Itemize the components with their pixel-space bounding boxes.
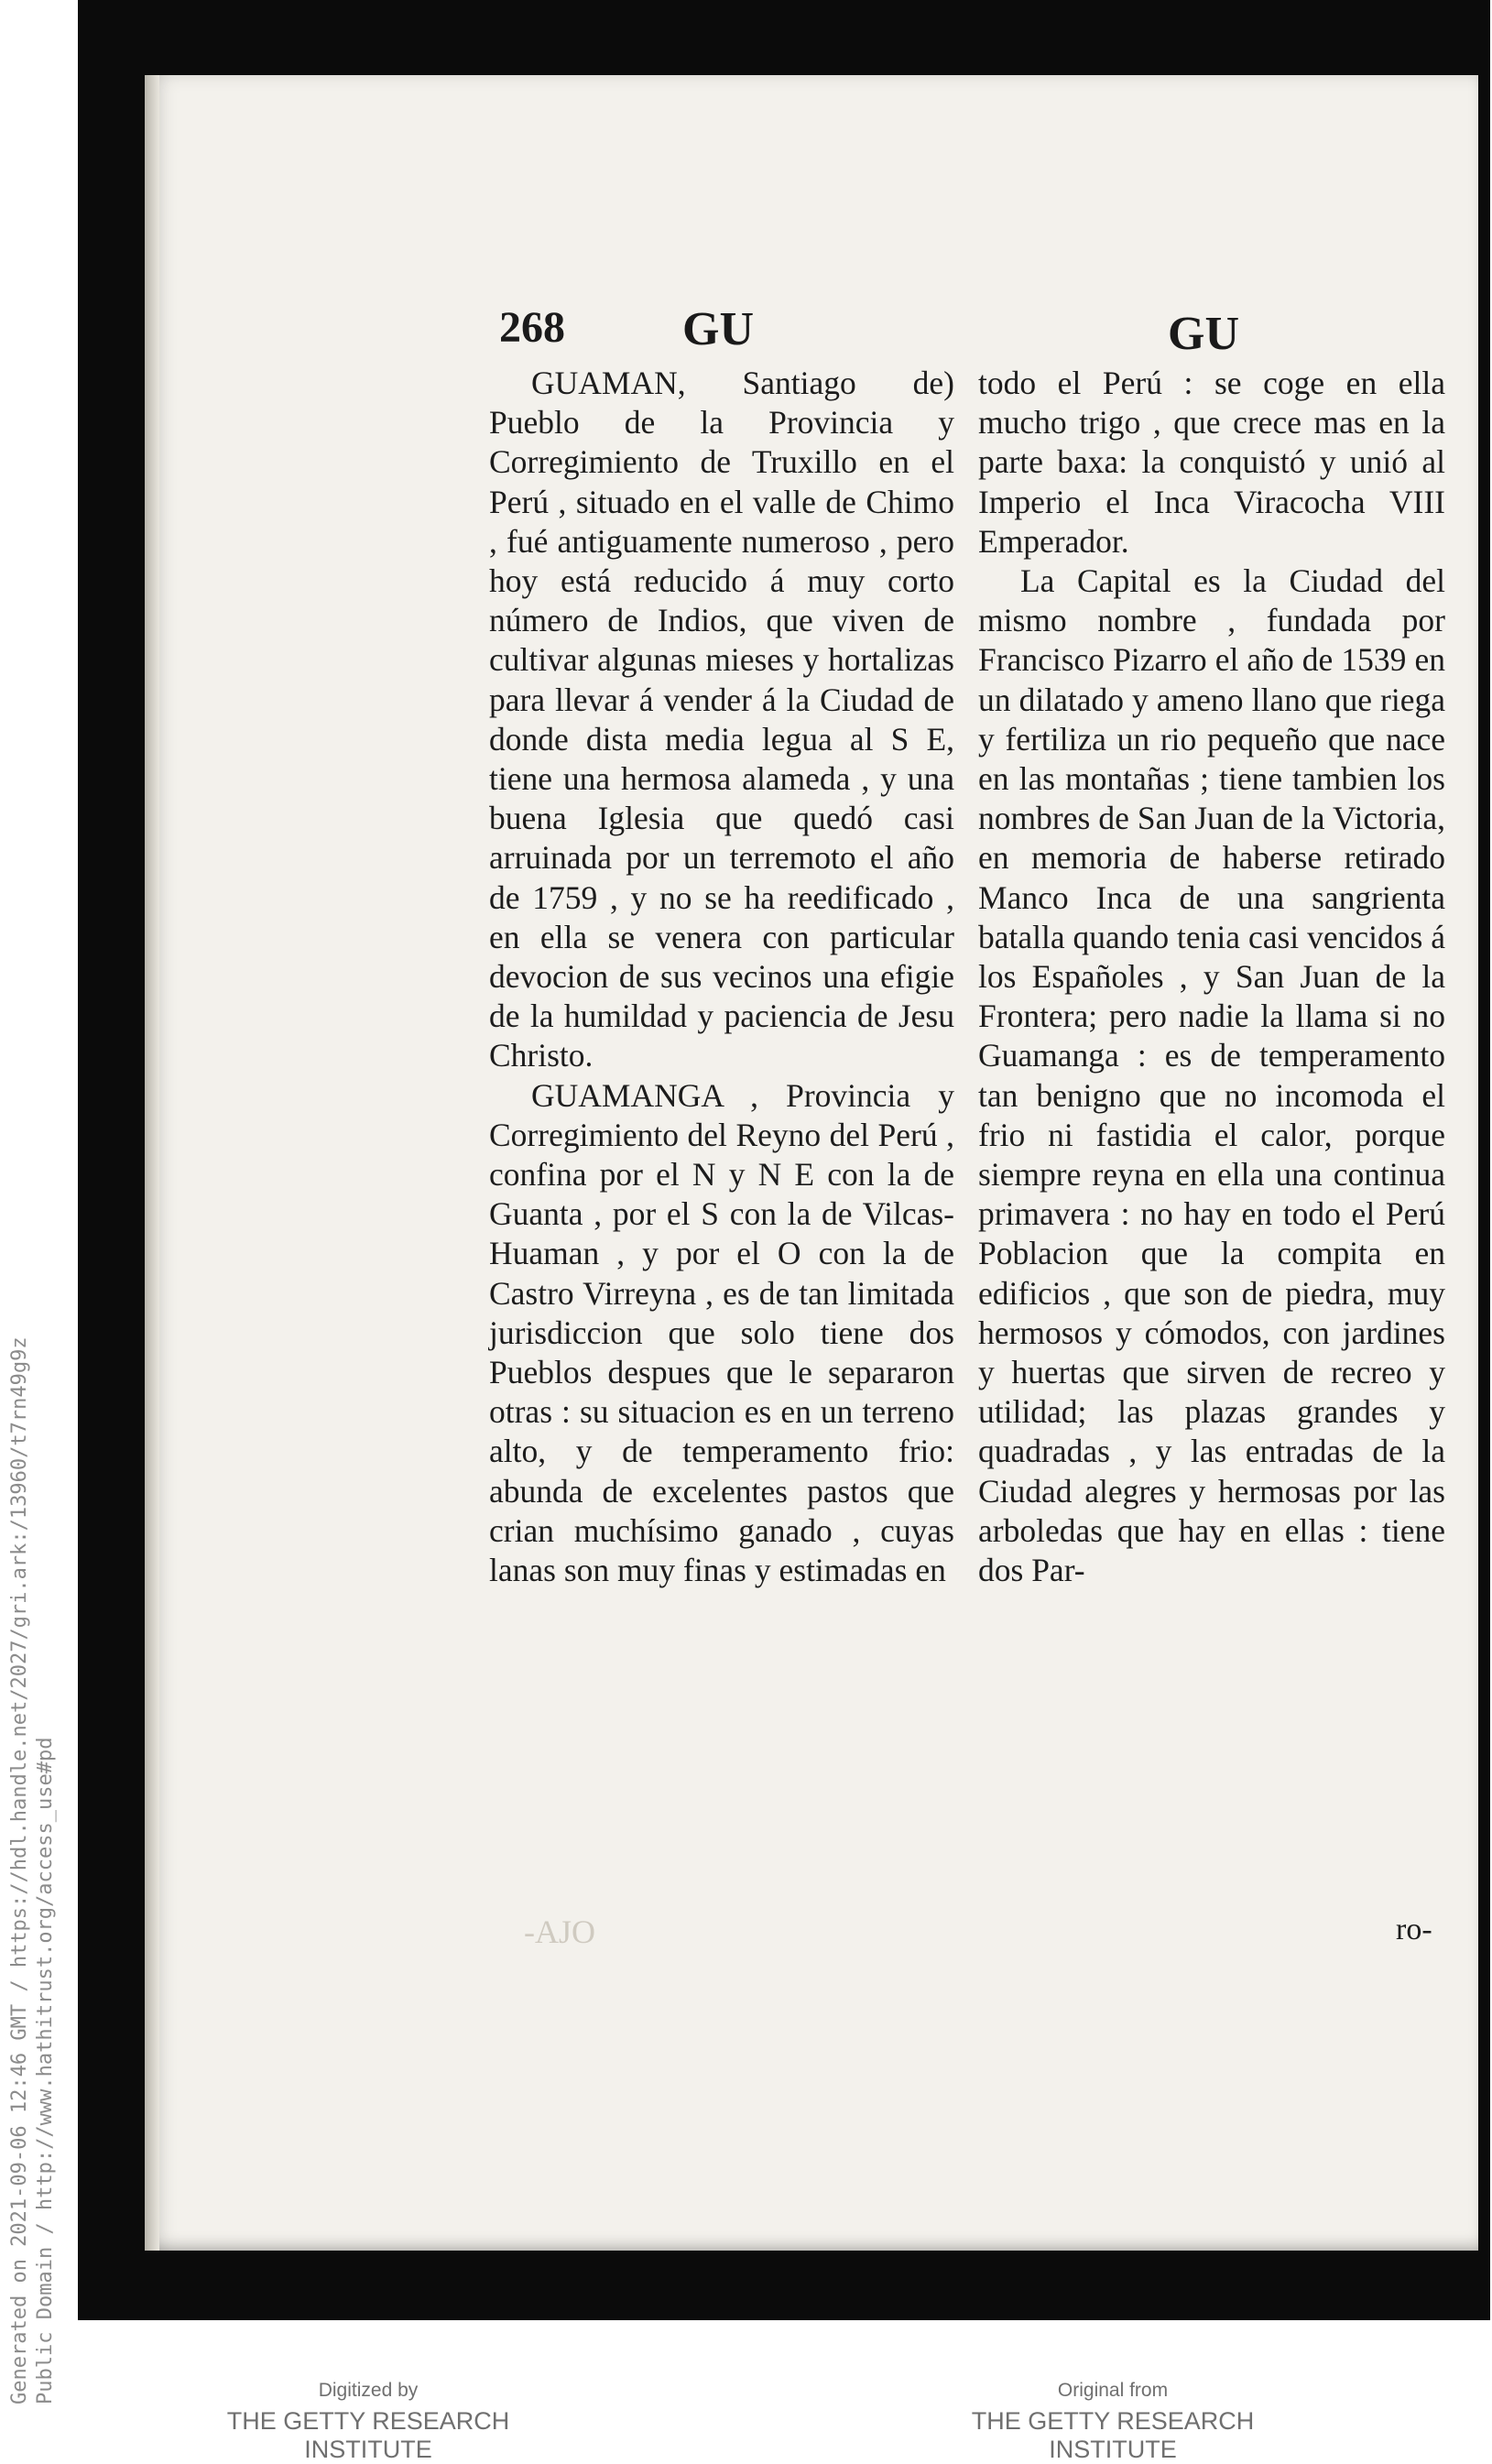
original-from-institution: THE GETTY RESEARCH INSTITUTE: [971, 2407, 1255, 2463]
generation-stamp-line-1: Generated on 2021-09-06 12:46 GMT / https://hdl.handle.net/2027/gri.ark:/13960/t7rn49g9z: [8, 1336, 31, 2404]
page-number: 268: [499, 303, 565, 352]
capital-paragraph: La Capital es la Ciudad del mismo nombre , fundada por Francisco Pizarro el año de 1539 en un dilatado y ameno llano que riega y fertiliza un rio pequeño que nace en las montañas ; tiene tambien los nombres de San Juan de la Victoria, en memoria de haberse retirado Manco Inca de una sangrienta batalla quando tenia casi vencidos á los Españoles , y San Juan de la Frontera; pero nadie la llama si no Guamanga : es de temperamento tan benigno que no incomoda el frio ni fastidia el calor, porque siempre reyna en ella una continua primavera : no hay en todo el Perú Poblacion que la compita en edificios , que son de piedra, muy hermosos y cómodos, con jardines y huertas que sirven de recreo y utilidad; las plazas grandes y quadradas , y las entradas de la Ciudad alegres y hermosas por las arboledas que hay en ellas : tiene dos Par-: [978, 562, 1445, 1589]
right-column: [978, 364, 1445, 1590]
show-through-text: -AJO: [524, 1913, 595, 1950]
page-gutter-shadow: [145, 75, 159, 2251]
entry-guaman: GUAMAN, Santiago de) Pueblo de la Provincia y Corregimiento de Truxillo en el Perú , situado en el valle de Chimo , fué antiguamente numeroso , pero hoy está reducido á muy corto número de Indios, que viven de cultivar algunas mieses y hortalizas para llevar á vender á la Ciudad de donde dista media legua al S E, tiene una hermosa alameda , y una buena Iglesia que quedó casi arruinada por un terremoto el año de 1759 , y no se ha reedificado , en ella se venera con particular devocion de sus vecinos una efigie de la humildad y paciencia de Jesu Christo.: [489, 365, 954, 1074]
running-head-left: GU: [682, 303, 754, 355]
entry-guamanga-continued: todo el Perú : se coge en ella mucho trigo , que crece mas en la parte baxa: la conquistó y unió al Imperio el Inca Viracocha VIII Emperador.: [978, 365, 1445, 560]
catchword: ro-: [1396, 1913, 1432, 1946]
generation-stamp: [7, 1223, 59, 2404]
running-head-right: GU: [1168, 308, 1239, 360]
original-from-credit: [916, 2380, 1310, 2464]
digitized-by-institution: THE GETTY RESEARCH INSTITUTE: [226, 2407, 510, 2463]
entry-guamanga: GUAMANGA , Provincia y Corregimiento del Reyno del Perú , confina por el N y N E con la de Guanta , por el S con la de Vilcas-Huaman , y por el O con la de Castro Virreyna , es de tan limitada jurisdiccion que solo tiene dos Pueblos despues que le separaron otras : su situacion es en un terreno alto, y de temperamento frio: abunda de excelentes pastos que crian muchísimo ganado , cuyas lanas son muy finas y estimadas en: [489, 1076, 954, 1589]
generation-stamp-line-2: Public Domain / http://www.hathitrust.org/access_use#pd: [34, 1737, 57, 2404]
original-from-label: Original from: [1057, 2380, 1169, 2401]
left-column: [489, 364, 954, 1590]
digitized-by-label: Digitized by: [318, 2380, 419, 2401]
digitized-by-credit: [171, 2380, 565, 2464]
